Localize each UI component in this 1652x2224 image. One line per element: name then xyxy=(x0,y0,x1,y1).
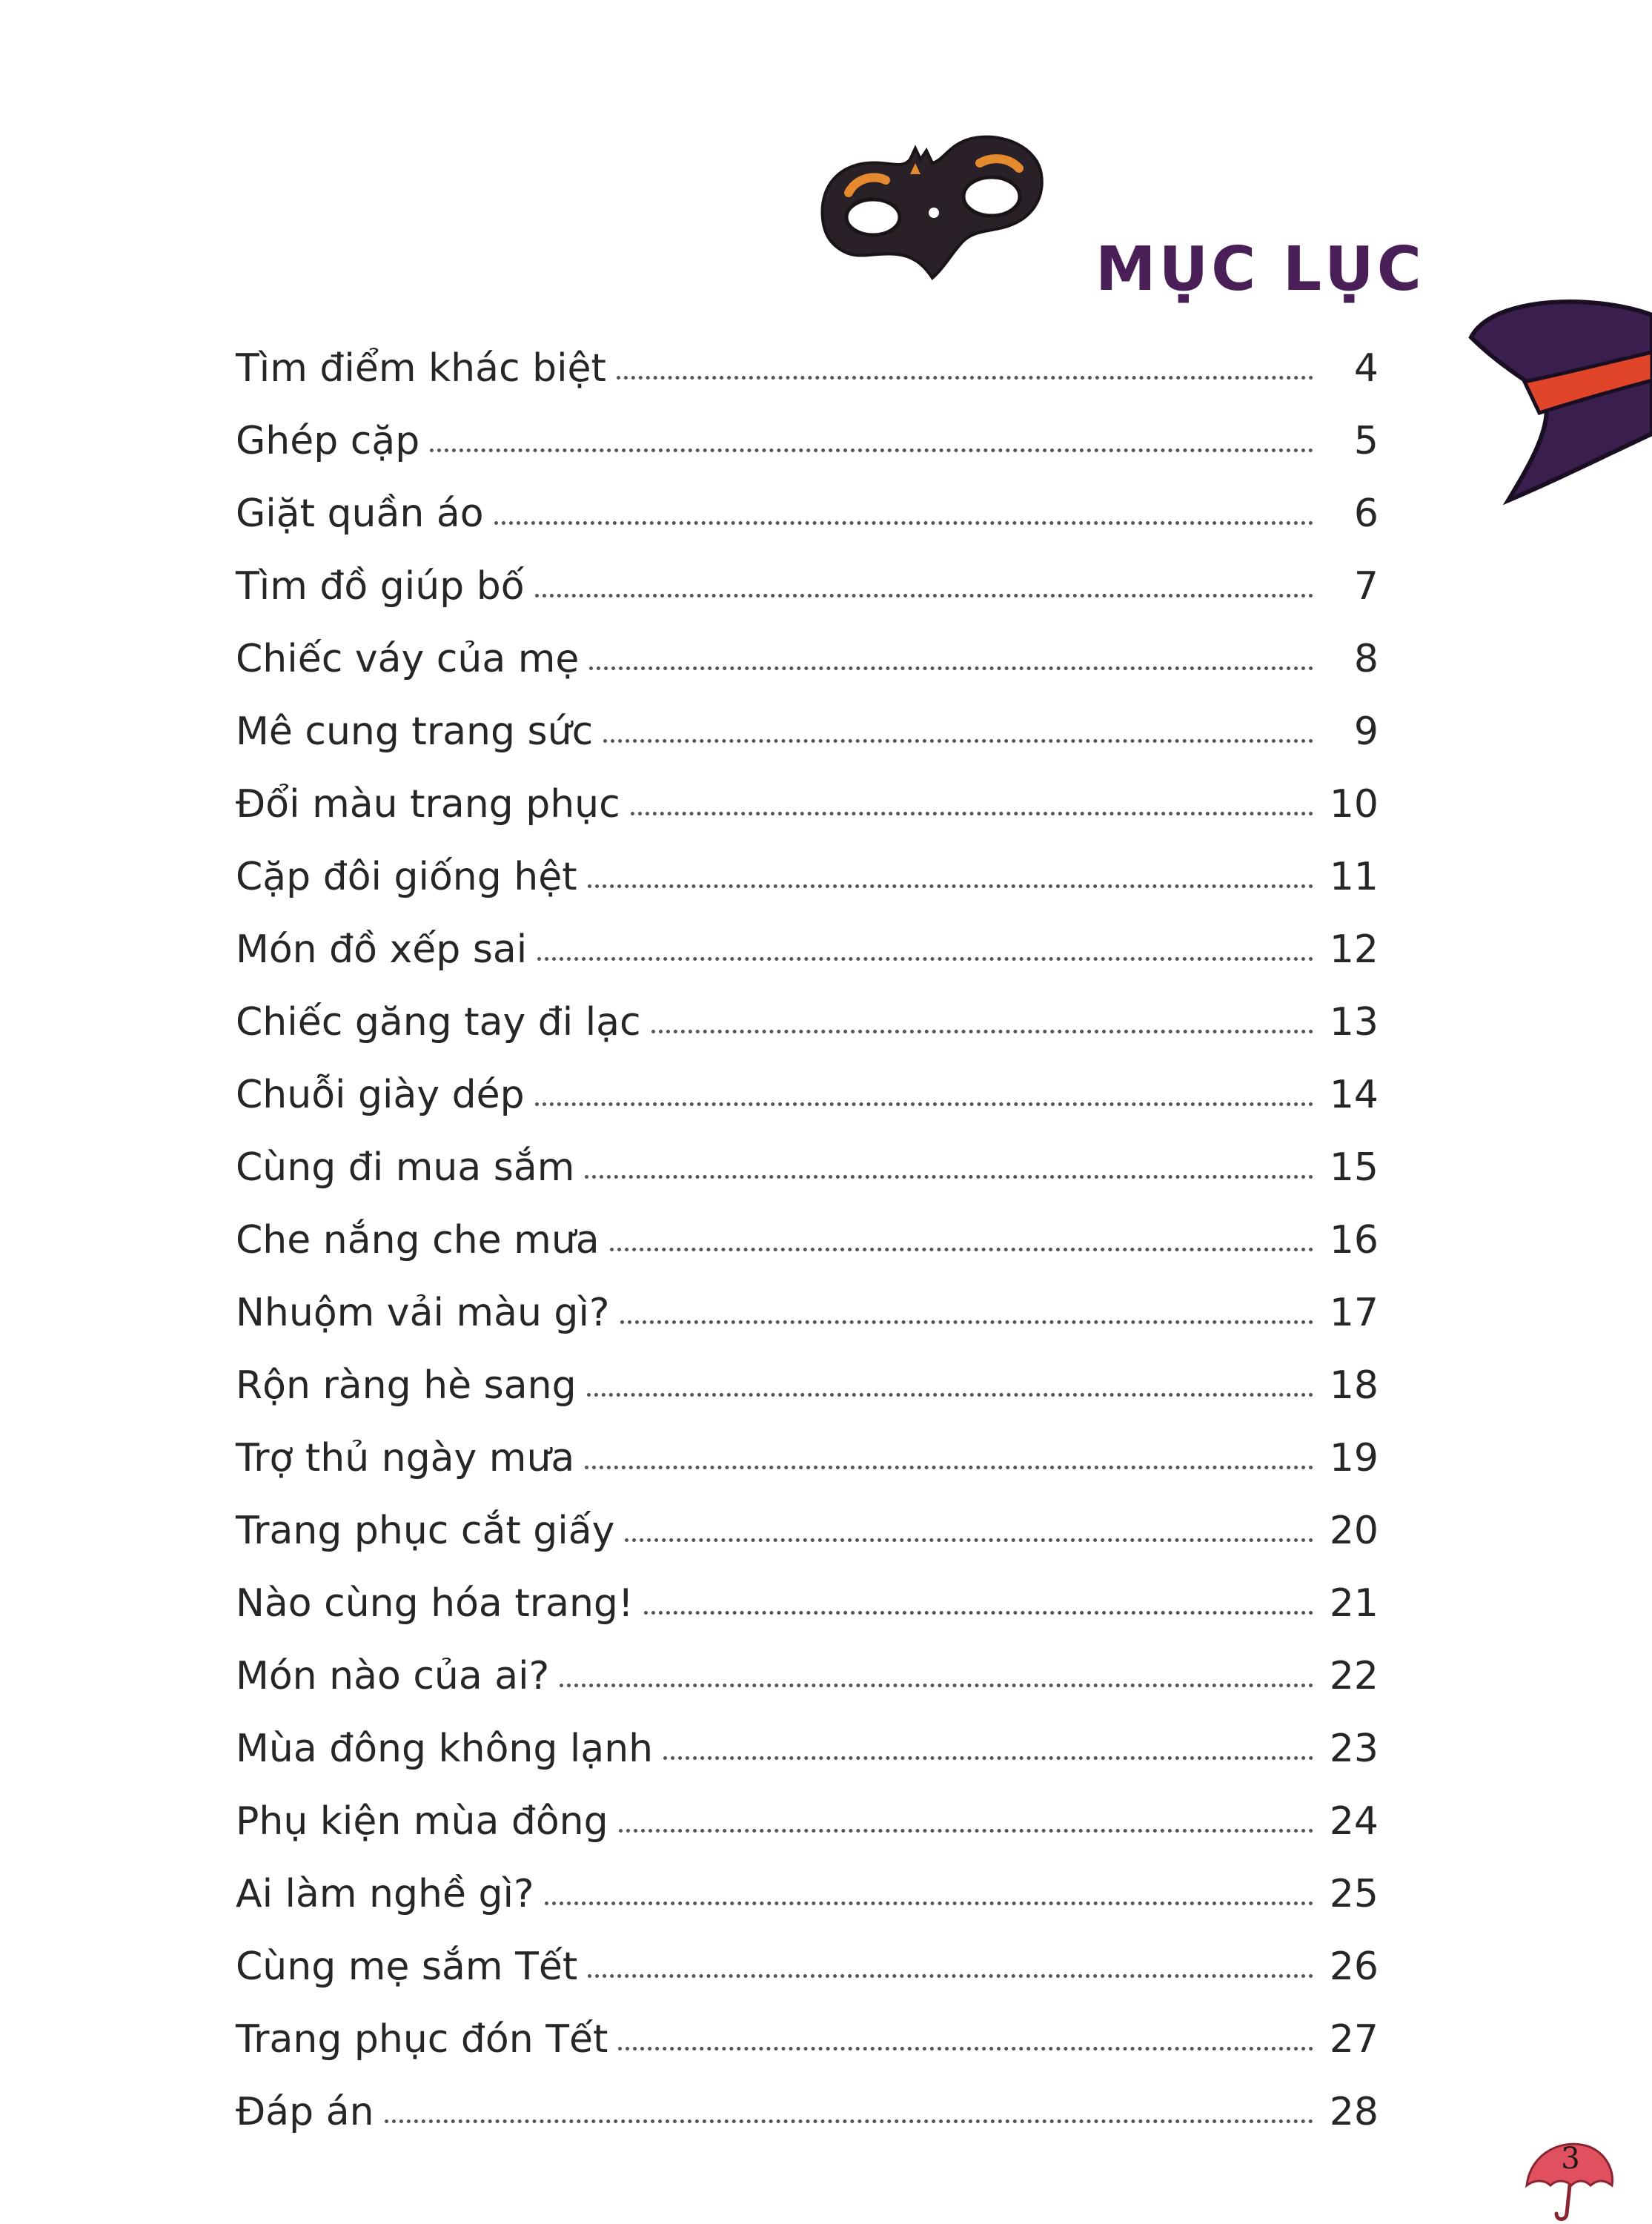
toc-entry-title: Đổi màu trang phục xyxy=(236,782,620,827)
dot-leader xyxy=(535,1102,1313,1106)
toc-entry[interactable] xyxy=(236,332,1379,405)
toc-entry[interactable] xyxy=(236,1349,1379,1422)
toc-entry-title: Mê cung trang sức xyxy=(236,709,594,754)
dot-leader xyxy=(585,1466,1313,1469)
dot-leader xyxy=(535,594,1313,598)
toc-entry[interactable] xyxy=(236,1640,1379,1712)
dot-leader xyxy=(588,884,1313,888)
toc-entry-page: 9 xyxy=(1353,709,1379,754)
toc-entry[interactable] xyxy=(236,623,1379,695)
dot-leader xyxy=(610,1248,1313,1251)
toc-entry-page: 13 xyxy=(1329,1000,1379,1045)
toc-entry[interactable] xyxy=(236,1567,1379,1640)
toc-entry-page: 16 xyxy=(1329,1218,1379,1262)
toc-entry[interactable] xyxy=(236,1858,1379,1930)
toc-entry-page: 14 xyxy=(1329,1073,1379,1117)
toc-entry-title: Tìm điểm khác biệt xyxy=(236,346,606,391)
toc-entry[interactable] xyxy=(236,1059,1379,1131)
toc-entry-page: 22 xyxy=(1329,1654,1379,1698)
toc-entry-page: 28 xyxy=(1329,2090,1379,2134)
toc-entry-page: 15 xyxy=(1329,1145,1379,1190)
toc-entry[interactable] xyxy=(236,1277,1379,1349)
toc-entry[interactable] xyxy=(236,1785,1379,1858)
table-of-contents xyxy=(236,332,1379,2148)
toc-entry-title: Rộn ràng hè sang xyxy=(236,1363,577,1408)
toc-entry-page: 11 xyxy=(1329,855,1379,899)
toc-entry[interactable] xyxy=(236,1495,1379,1567)
toc-entry-page: 19 xyxy=(1329,1436,1379,1480)
toc-entry[interactable] xyxy=(236,2076,1379,2148)
toc-entry-page: 25 xyxy=(1329,1872,1379,1916)
toc-entry[interactable] xyxy=(236,550,1379,623)
dot-leader xyxy=(603,739,1313,743)
toc-entry-page: 7 xyxy=(1353,564,1379,609)
toc-entry[interactable] xyxy=(236,986,1379,1059)
dot-leader xyxy=(631,812,1313,815)
dot-leader xyxy=(618,2047,1313,2051)
toc-entry-page: 17 xyxy=(1329,1291,1379,1335)
toc-entry[interactable] xyxy=(236,1131,1379,1204)
toc-entry-page: 18 xyxy=(1329,1363,1379,1408)
toc-entry-page: 24 xyxy=(1329,1799,1379,1844)
toc-entry-title: Ai làm nghề gì? xyxy=(236,1872,534,1916)
toc-entry-page: 4 xyxy=(1353,346,1379,391)
dot-leader xyxy=(651,1030,1313,1033)
toc-entry-title: Phụ kiện mùa đông xyxy=(236,1799,608,1844)
toc-entry-title: Chiếc váy của mẹ xyxy=(236,637,580,681)
toc-entry[interactable] xyxy=(236,1422,1379,1495)
toc-entry-page: 5 xyxy=(1353,419,1379,463)
toc-entry-title: Đáp án xyxy=(236,2090,374,2134)
toc-entry-title: Nào cùng hóa trang! xyxy=(236,1581,634,1626)
dot-leader xyxy=(560,1684,1313,1687)
toc-entry-title: Chiếc găng tay đi lạc xyxy=(236,1000,641,1045)
toc-entry-title: Mùa đông không lạnh xyxy=(236,1727,654,1771)
toc-entry-title: Món nào của ai? xyxy=(236,1654,550,1698)
dot-leader xyxy=(617,376,1313,380)
dot-leader xyxy=(545,1902,1313,1905)
page-title: MỤC LỤC xyxy=(1095,234,1424,305)
dot-leader xyxy=(585,1175,1313,1179)
witch-hat-icon xyxy=(1456,293,1652,508)
dot-leader xyxy=(588,1974,1313,1978)
toc-entry-page: 26 xyxy=(1329,1945,1379,1989)
dot-leader xyxy=(644,1611,1313,1615)
toc-entry-title: Trang phục đón Tết xyxy=(236,2017,608,2062)
toc-entry-title: Che nắng che mưa xyxy=(236,1218,600,1262)
dot-leader xyxy=(663,1756,1313,1760)
dot-leader xyxy=(620,1320,1314,1324)
dot-leader xyxy=(587,1393,1313,1397)
toc-entry-title: Chuỗi giày dép xyxy=(236,1073,525,1117)
toc-entry-title: Trang phục cắt giấy xyxy=(236,1509,615,1553)
toc-entry-title: Cùng đi mua sắm xyxy=(236,1145,575,1190)
dot-leader xyxy=(625,1538,1313,1542)
toc-entry[interactable] xyxy=(236,1712,1379,1785)
toc-entry[interactable] xyxy=(236,2003,1379,2076)
page-number: 3 xyxy=(1561,2142,1580,2176)
toc-entry-title: Món đồ xếp sai xyxy=(236,927,528,972)
toc-entry-page: 23 xyxy=(1329,1727,1379,1771)
toc-entry[interactable] xyxy=(236,695,1379,768)
toc-entry-page: 20 xyxy=(1329,1509,1379,1553)
dot-leader xyxy=(430,449,1313,452)
toc-entry-page: 10 xyxy=(1329,782,1379,827)
toc-entry-page: 12 xyxy=(1329,927,1379,972)
toc-entry[interactable] xyxy=(236,768,1379,841)
toc-entry-title: Nhuộm vải màu gì? xyxy=(236,1291,610,1335)
toc-entry[interactable] xyxy=(236,1204,1379,1277)
toc-entry[interactable] xyxy=(236,477,1379,550)
toc-entry-title: Ghép cặp xyxy=(236,419,420,463)
toc-entry[interactable] xyxy=(236,913,1379,986)
toc-entry-title: Cùng mẹ sắm Tết xyxy=(236,1945,578,1989)
toc-entry-title: Trợ thủ ngày mưa xyxy=(236,1436,575,1480)
dot-leader xyxy=(537,957,1313,961)
dot-leader xyxy=(619,1829,1313,1833)
toc-entry-page: 8 xyxy=(1353,637,1379,681)
dot-leader xyxy=(494,521,1313,525)
toc-entry-page: 27 xyxy=(1329,2017,1379,2062)
toc-entry-title: Tìm đồ giúp bố xyxy=(236,564,525,609)
toc-entry-title: Giặt quần áo xyxy=(236,492,484,536)
toc-entry[interactable] xyxy=(236,1930,1379,2003)
bat-mask-icon xyxy=(815,130,1052,285)
toc-entry[interactable] xyxy=(236,841,1379,913)
toc-entry-page: 6 xyxy=(1353,492,1379,536)
toc-entry[interactable] xyxy=(236,405,1379,477)
dot-leader xyxy=(385,2119,1313,2123)
toc-entry-page: 21 xyxy=(1329,1581,1379,1626)
dot-leader xyxy=(589,666,1313,670)
toc-entry-title: Cặp đôi giống hệt xyxy=(236,855,577,899)
